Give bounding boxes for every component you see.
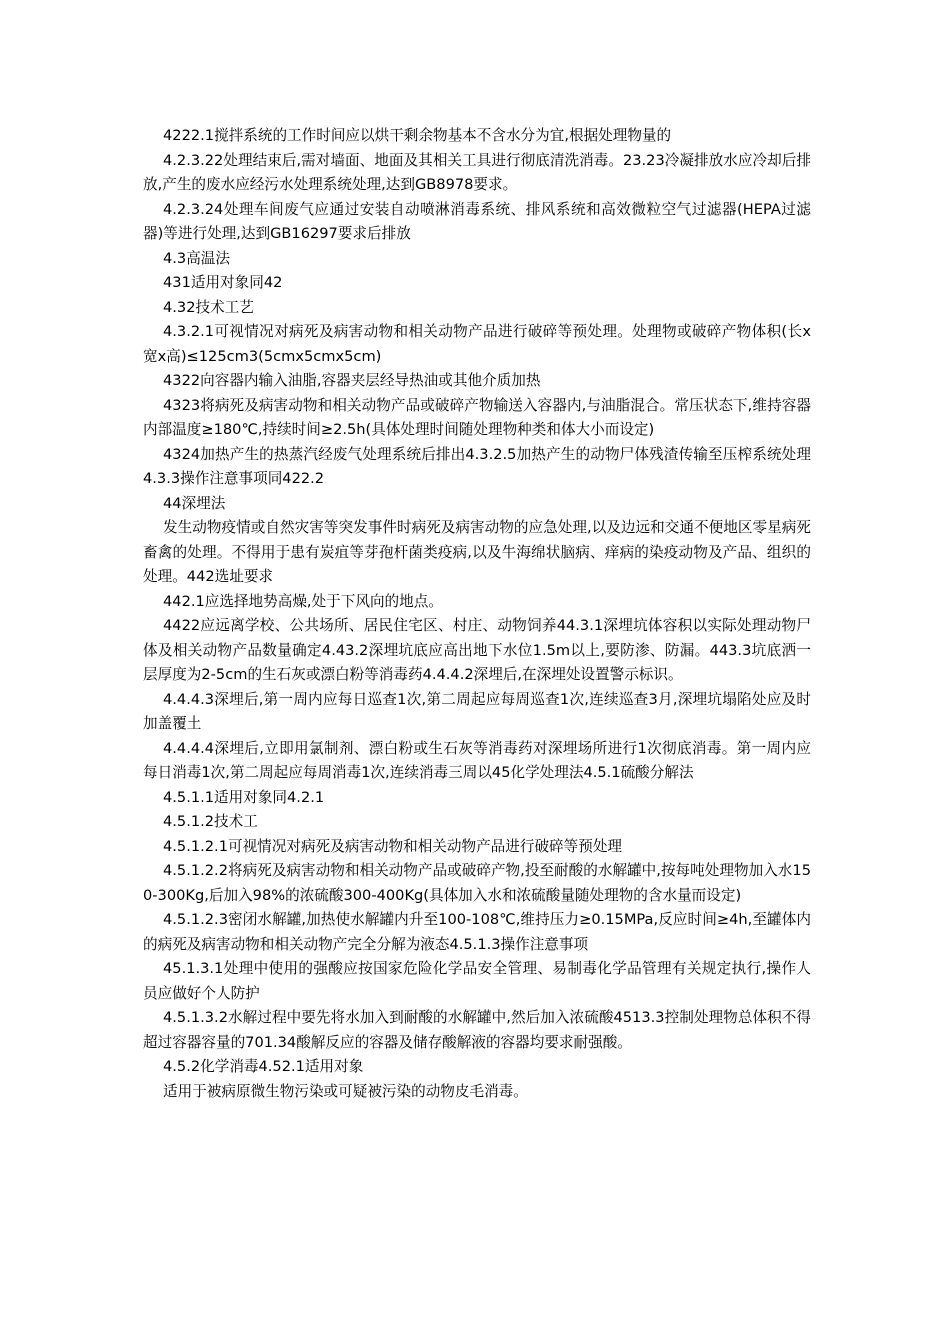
heading-44: 44深埋法	[163, 494, 226, 512]
paragraph-4323: 4323将病死及病害动物和相关动物产品或破碎产物输送入容器内,与油脂混合。常压状态下,维持容器内部温度≥180℃,持续时间≥2.5h(具体处理时间随处理物种类和体大小而设定)	[143, 396, 811, 438]
paragraph-scope-44: 发生动物疫情或自然灾害等突发事件时病死及病害动物的应急处理,以及边远和交通不便地区零星病死畜禽的处理。不得用于患有炭疽等芽孢杆菌类疫病,以及牛海绵状脑病、痒病的染疫动物及产品、组织的处理。442选址要求	[143, 519, 811, 585]
paragraph-4-2-3-22: 4.2.3.22处理结束后,需对墙面、地面及其相关工具进行彻底清洗消毒。23.23冷凝排放水应冷却后排放,产生的废水应经污水处理系统处理,达到GB8978要求。	[143, 151, 811, 193]
paragraph-4-4-4-3: 4.4.4.3深埋后,第一周内应每日巡查1次,第二周起应每周巡查1次,连续巡查3月,深埋坑塌陷处应及时加盖覆土	[143, 690, 811, 732]
paragraph-442-1: 442.1应选择地势高燥,处于下风向的地点。	[163, 592, 443, 610]
paragraph-45-1-3-1: 45.1.3.1处理中使用的强酸应按国家危险化学品安全管理、易制毒化学品管理有关规定执行,操作人员应做好个人防护	[143, 960, 811, 1002]
paragraph-4-5-1-2-3: 4.5.1.2.3密闭水解罐,加热使水解罐内升至100-108℃,维持压力≥0.15MPa,反应时间≥4h,至罐体内的病死及病害动物和相关动物产完全分解为液态4.5.1.3操作注意事项	[143, 911, 811, 953]
paragraph-4322: 4322向容器内输入油脂,容器夹层经导热油或其他介质加热	[163, 372, 541, 389]
paragraph-4-2-3-24: 4.2.3.24处理车间废气应通过安装自动喷淋消毒系统、排风系统和高效微粒空气过滤器(HEPA过滤器)等进行处理,达到GB16297要求后排放	[143, 200, 811, 242]
paragraph-4-4-4-4: 4.4.4.4深埋后,立即用氯制剂、漂白粉或生石灰等消毒药对深埋场所进行1次彻底消毒。第一周内应每日消毒1次,第二周起应每周消毒1次,连续消毒三周以45化学处理法4.5.1硫酸分解法	[143, 739, 811, 781]
paragraph-4-5-1-3-2: 4.5.1.3.2水解过程中要先将水加入到耐酸的水解罐中,然后加入浓硫酸4513.3控制处理物总体积不得超过容器容量的701.34酸解反应的容器及储存酸解液的容器均要求耐强酸。	[143, 1009, 811, 1051]
paragraph-4222-1: 4222.1搅拌系统的工作时间应以烘干剩余物基本不含水分为宜,根据处理物量的	[163, 127, 672, 144]
paragraph-4-5-1-2: 4.5.1.2技术工	[163, 813, 258, 830]
paragraph-4422: 4422应远离学校、公共场所、居民住宅区、村庄、动物饲养44.3.1深埋坑体容积以实际处理动物尸体及相关动物产品数量确定4.43.2深埋坑底应高出地下水位1.5m以上,要防渗、防漏。443.3坑底洒一层厚度为2-5cm的生石灰或漂白粉等消毒药4.4.4.2深埋后,在深埋处设置警示标识。	[143, 617, 811, 683]
heading-4-3: 4.3高温法	[163, 249, 230, 267]
paragraph-4-5-1-1: 4.5.1.1适用对象同4.2.1	[163, 788, 325, 806]
paragraph-4-3-2-1: 4.3.2.1可视情况对病死及病害动物和相关动物产品进行破碎等预处理。处理物或破碎产物体积(长x宽x高)≤125cm3(5cmx5cmx5cm)	[143, 323, 811, 365]
heading-4-32: 4.32技术工艺	[163, 298, 254, 316]
document-body	[143, 124, 811, 1104]
heading-4-5-2: 4.5.2化学消毒4.52.1适用对象	[163, 1058, 364, 1075]
paragraph-4324: 4324加热产生的热蒸汽经废气处理系统后排出4.3.2.5加热产生的动物尸体残渣传输至压榨系统处理4.3.3操作注意事项同422.2	[143, 445, 811, 487]
paragraph-4-5-2-scope: 适用于被病原微生物污染或可疑被污染的动物皮毛消毒。	[163, 1082, 528, 1100]
paragraph-4-5-1-2-2: 4.5.1.2.2将病死及病害动物和相关动物产品或破碎产物,投至耐酸的水解罐中,按每吨处理物加入水150-300Kg,后加入98%的浓硫酸300-400Kg(具体加入水和浓硫酸量随处理物的含水量而设定)	[143, 862, 811, 904]
paragraph-431: 431适用对象同42	[163, 274, 283, 291]
paragraph-4-5-1-2-1: 4.5.1.2.1可视情况对病死及病害动物和相关动物产品进行破碎等预处理	[163, 837, 623, 855]
